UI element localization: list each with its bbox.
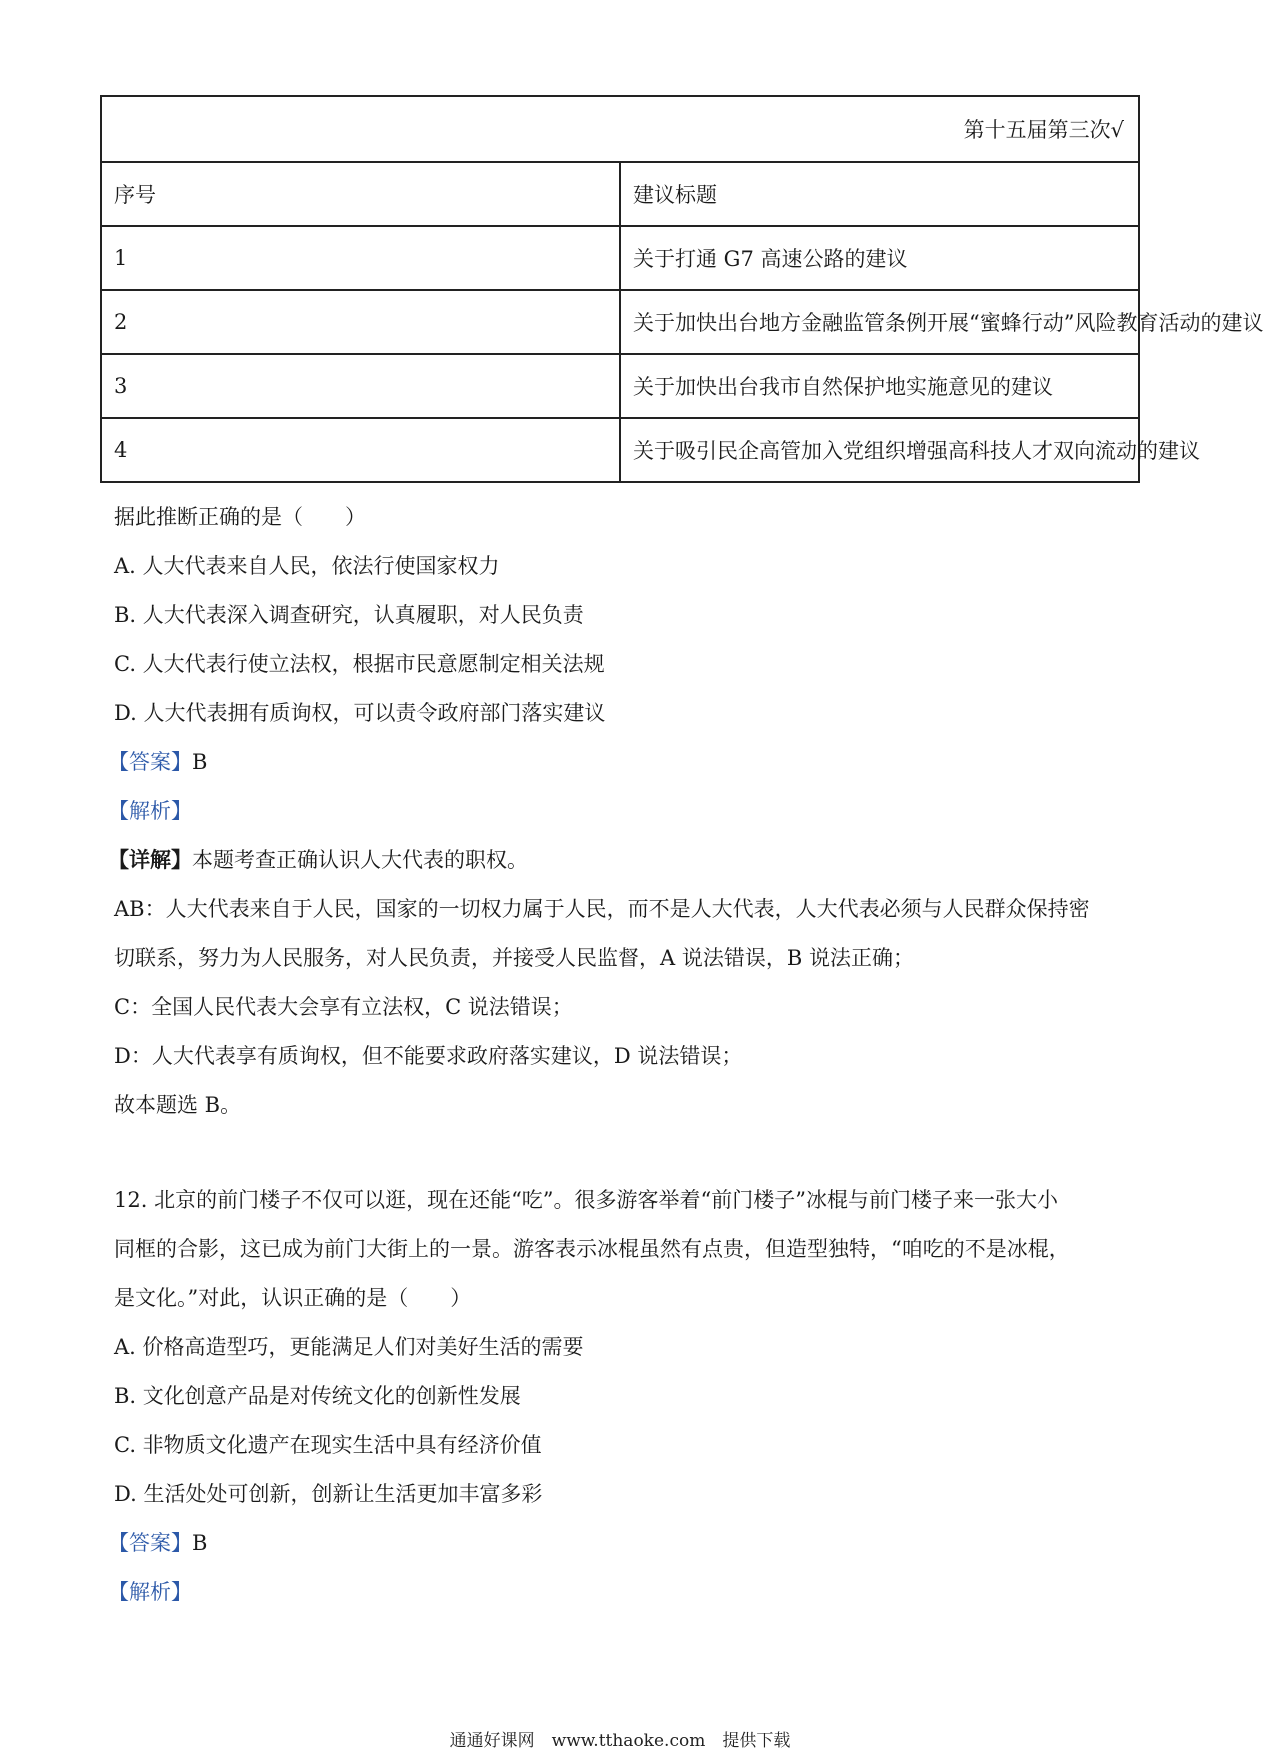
q12-stem-line: 12. 北京的前门楼子不仅可以逛，现在还能“吃”。很多游客举着“前门楼子”冰棍与前门楼子来一张大小	[114, 1188, 1059, 1212]
table-header-note-row	[101, 96, 1139, 162]
q11-analysis-tag: 【解析】	[108, 799, 192, 823]
detail-intro: 本题考查正确认识人大代表的职权。	[192, 848, 528, 872]
q12-option-b: B. 文化创意产品是对传统文化的创新性发展	[114, 1384, 521, 1408]
q11-detail-line: 切联系，努力为人民服务，对人民负责，并接受人民监督，A 说法错误，B 说法正确；	[114, 946, 914, 970]
q12-stem-line: 同框的合影，这已成为前门大街上的一景。游客表示冰棍虽然有点贵，但造型独特，“咱吃的不是冰棍，	[114, 1237, 1070, 1261]
q11-stem: 据此推断正确的是（ ）	[114, 505, 366, 529]
row-no: 2	[101, 290, 620, 354]
table-row	[101, 354, 1139, 418]
q12-answer	[108, 1528, 207, 1558]
q12-analysis-tag: 【解析】	[108, 1580, 192, 1604]
q11-detail-line: 故本题选 B。	[114, 1093, 242, 1117]
q11-option-a: A. 人大代表来自人民，依法行使国家权力	[114, 554, 500, 578]
answer-tag: 【答案】	[108, 750, 192, 774]
answer-value: B	[192, 750, 208, 774]
q11-detail	[108, 845, 528, 875]
row-title: 关于加快出台地方金融监管条例开展“蜜蜂行动”风险教育活动的建议	[620, 290, 1139, 354]
q11-option-c: C. 人大代表行使立法权，根据市民意愿制定相关法规	[114, 652, 605, 676]
q11-option-d: D. 人大代表拥有质询权，可以责令政府部门落实建议	[114, 701, 606, 725]
q12-option-d: D. 生活处处可创新，创新让生活更加丰富多彩	[114, 1482, 543, 1506]
column-header-no: 序号	[101, 162, 620, 226]
q11-detail-line: C：全国人民代表大会享有立法权，C 说法错误；	[114, 995, 573, 1019]
row-no: 4	[101, 418, 620, 482]
q11-option-b: B. 人大代表深入调查研究，认真履职，对人民负责	[114, 603, 584, 627]
session-note: 第十五届第三次√	[101, 96, 1139, 162]
q12-option-a: A. 价格高造型巧，更能满足人们对美好生活的需要	[114, 1335, 584, 1359]
table-row	[101, 226, 1139, 290]
page-footer: 通通好课网 www.tthaoke.com 提供下载	[449, 1731, 791, 1751]
column-header-title: 建议标题	[620, 162, 1139, 226]
row-title: 关于打通 G7 高速公路的建议	[620, 226, 1139, 290]
table-row	[101, 418, 1139, 482]
row-no: 3	[101, 354, 620, 418]
row-title: 关于加快出台我市自然保护地实施意见的建议	[620, 354, 1139, 418]
detail-tag: 【详解】	[108, 847, 192, 872]
row-no: 1	[101, 226, 620, 290]
q11-answer	[108, 747, 207, 777]
q11-detail-line: D：人大代表享有质询权，但不能要求政府落实建议，D 说法错误；	[114, 1044, 743, 1068]
q12-stem-line: 是文化。”对此，认识正确的是（ ）	[114, 1286, 472, 1310]
suggestion-table	[100, 95, 1263, 483]
table-column-header-row	[101, 162, 1139, 226]
q12-option-c: C. 非物质文化遗产在现实生活中具有经济价值	[114, 1433, 542, 1457]
answer-value: B	[192, 1531, 208, 1555]
row-title: 关于吸引民企高管加入党组织增强高科技人才双向流动的建议	[620, 418, 1139, 482]
answer-tag: 【答案】	[108, 1531, 192, 1555]
table-row	[101, 290, 1139, 354]
q11-detail-line: AB：人大代表来自于人民，国家的一切权力属于人民，而不是人大代表，人大代表必须与人民群众保持密	[114, 897, 1090, 921]
